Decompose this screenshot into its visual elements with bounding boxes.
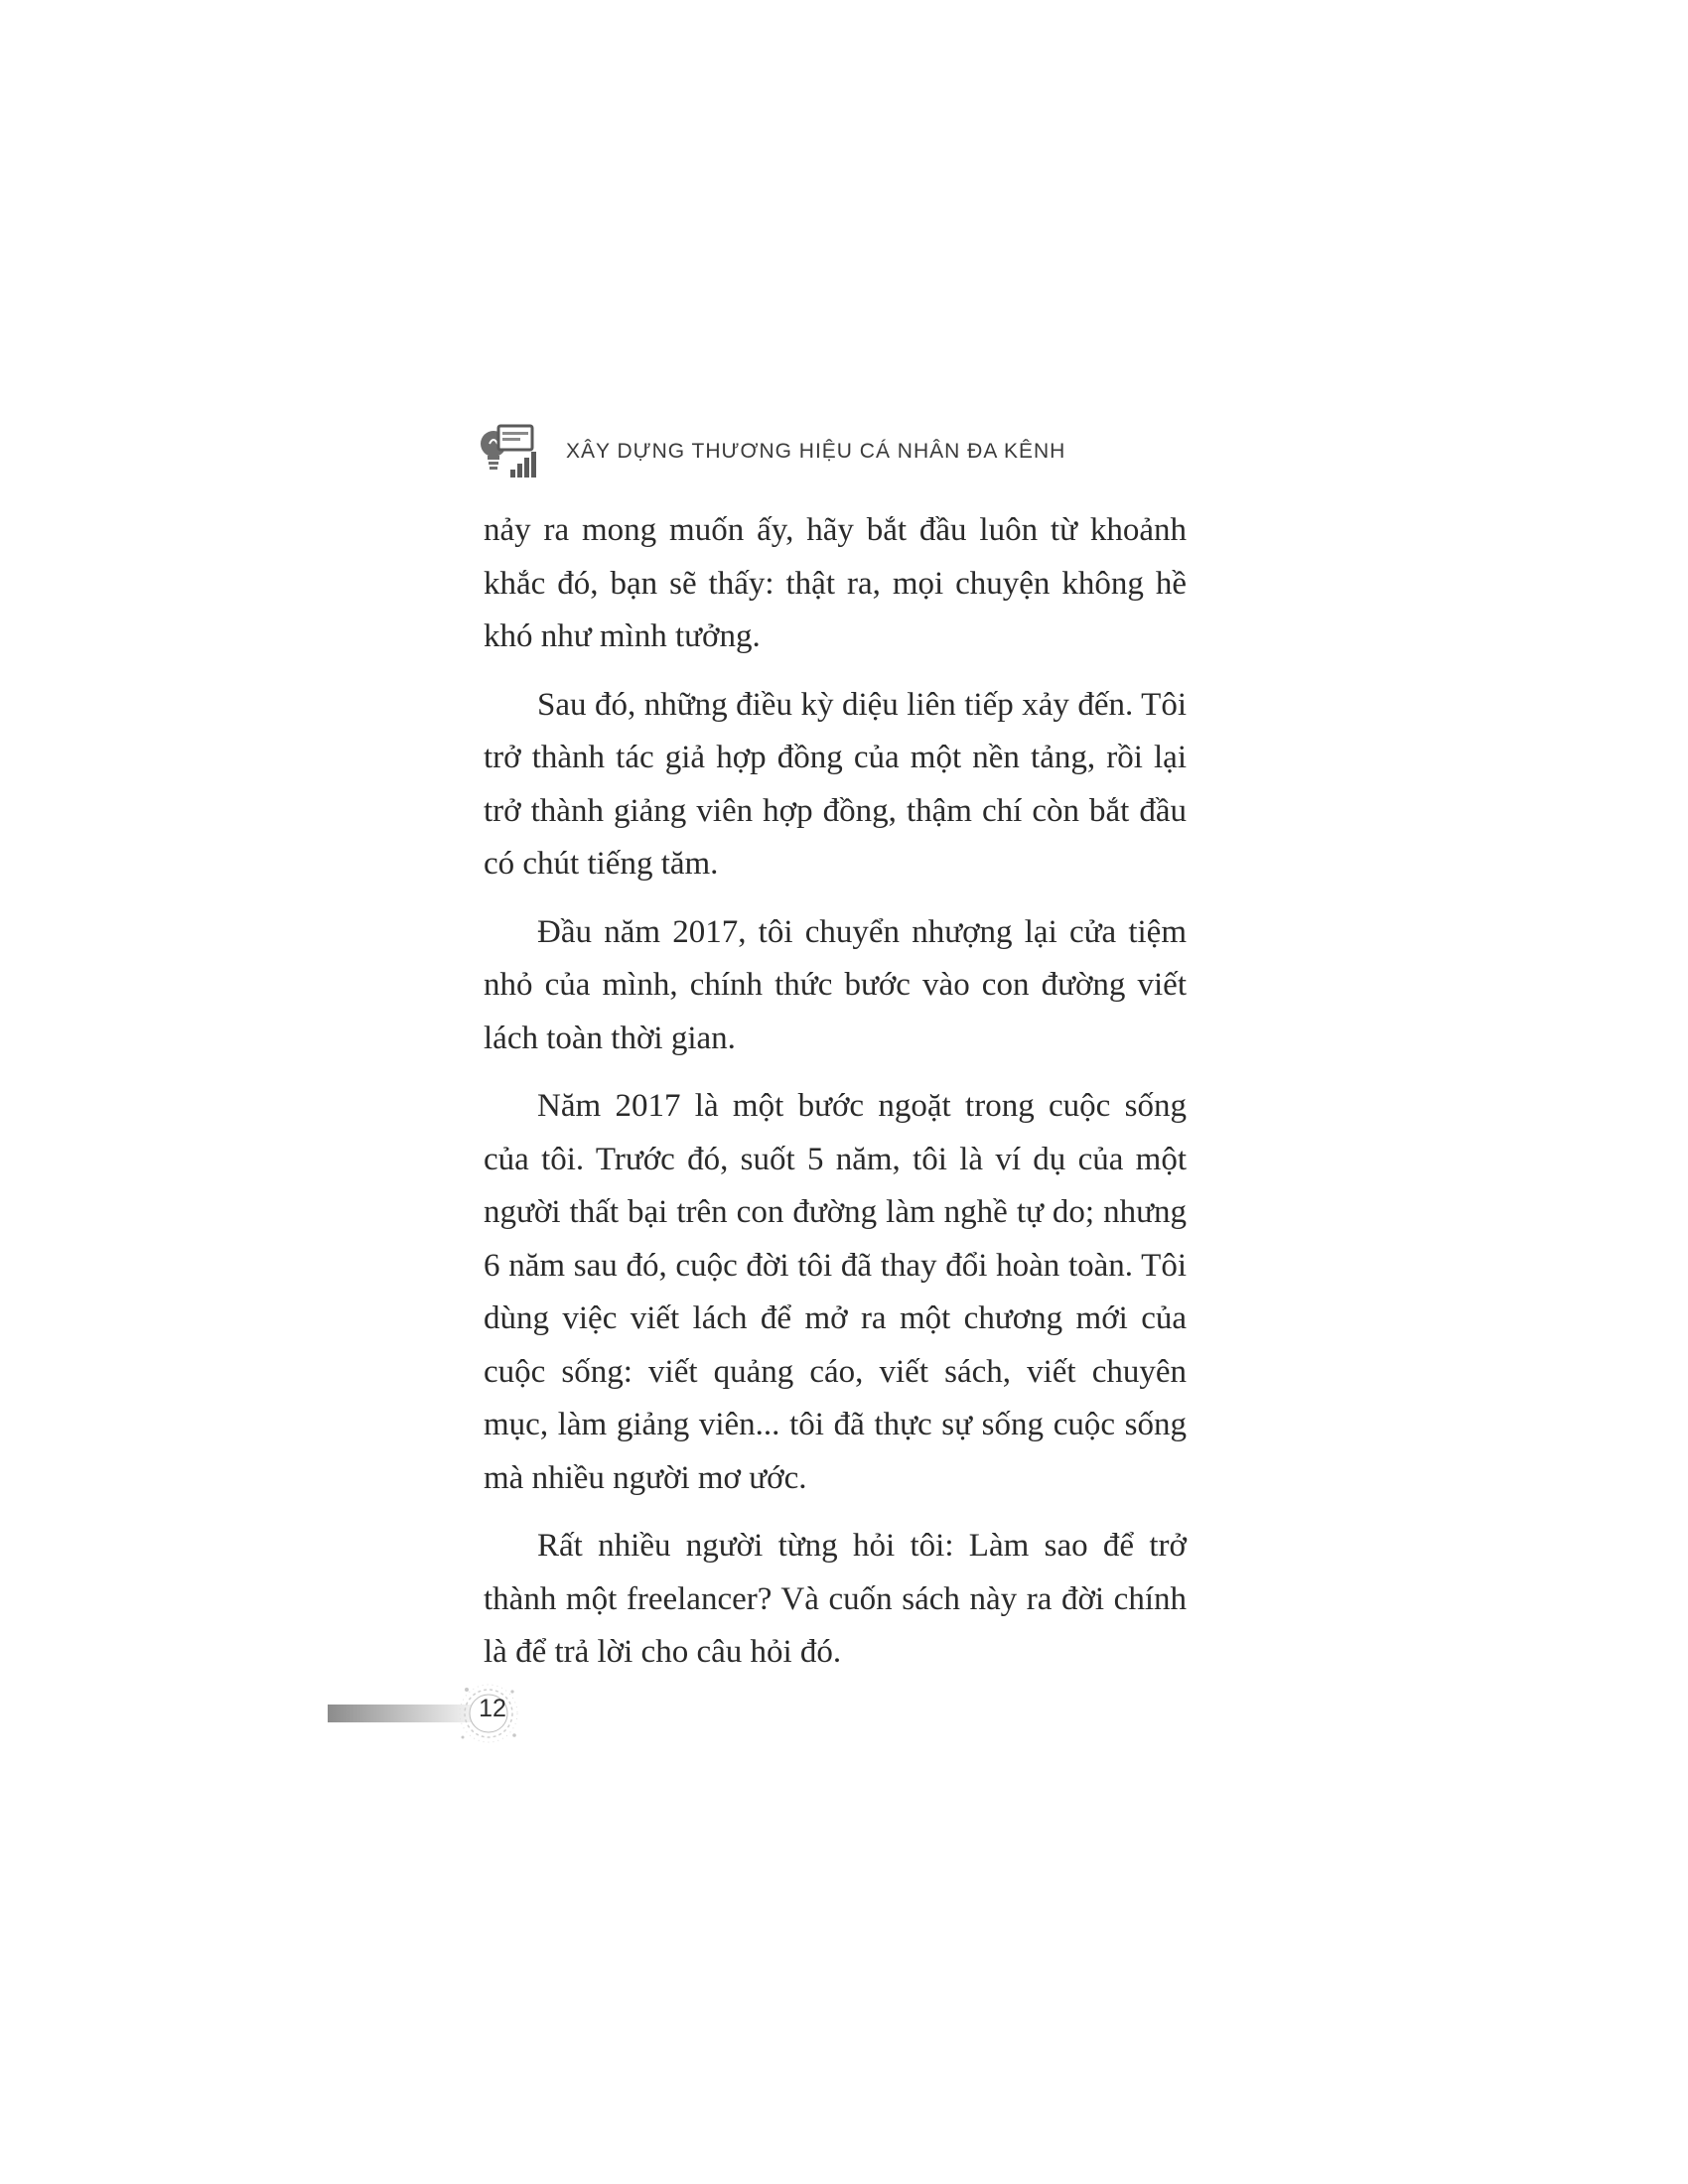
running-header — [477, 422, 1065, 481]
page-number: 12 — [479, 1695, 506, 1722]
page-footer — [328, 1678, 526, 1747]
paragraph: Rất nhiều người từng hỏi tôi: Làm sao để trở thành một freelancer? Và cuốn sách này ra đời chính là để trả lời cho câu hỏi đó. — [484, 1528, 1187, 1670]
paragraph: Sau đó, những điều kỳ diệu liên tiếp xảy đến. Tôi trở thành tác giả hợp đồng của một nền tảng, rồi lại trở thành giảng viên hợp đồng, thậm chí còn bắt đầu có chút tiếng tăm. — [484, 686, 1187, 882]
lightbulb-chart-icon — [477, 422, 542, 481]
paragraph: nảy ra mong muốn ấy, hãy bắt đầu luôn từ khoảnh khắc đó, bạn sẽ thấy: thật ra, mọi chuyện không hề khó như mình tưởng. — [484, 512, 1187, 654]
running-header-title: XÂY DỰNG THƯƠNG HIỆU CÁ NHÂN ĐA KÊNH — [566, 440, 1066, 463]
paragraph: Đầu năm 2017, tôi chuyển nhượng lại cửa tiệm nhỏ của mình, chính thức bước vào con đường viết lách toàn thời gian. — [484, 913, 1187, 1056]
body-text — [484, 504, 1187, 1695]
paragraph: Năm 2017 là một bước ngoặt trong cuộc sống của tôi. Trước đó, suốt 5 năm, tôi là ví dụ của một người thất bại trên con đường làm nghề tự do; nhưng 6 năm sau đó, cuộc đời tôi đã thay đổi hoàn toàn. Tôi dùng việc viết lách để mở ra một chương mới của cuộc sống: viết quảng cáo, viết sách, viết chuyên mục, làm giảng viên... tôi đã thực sự sống cuộc sống mà nhiều người mơ ước. — [484, 1088, 1187, 1496]
